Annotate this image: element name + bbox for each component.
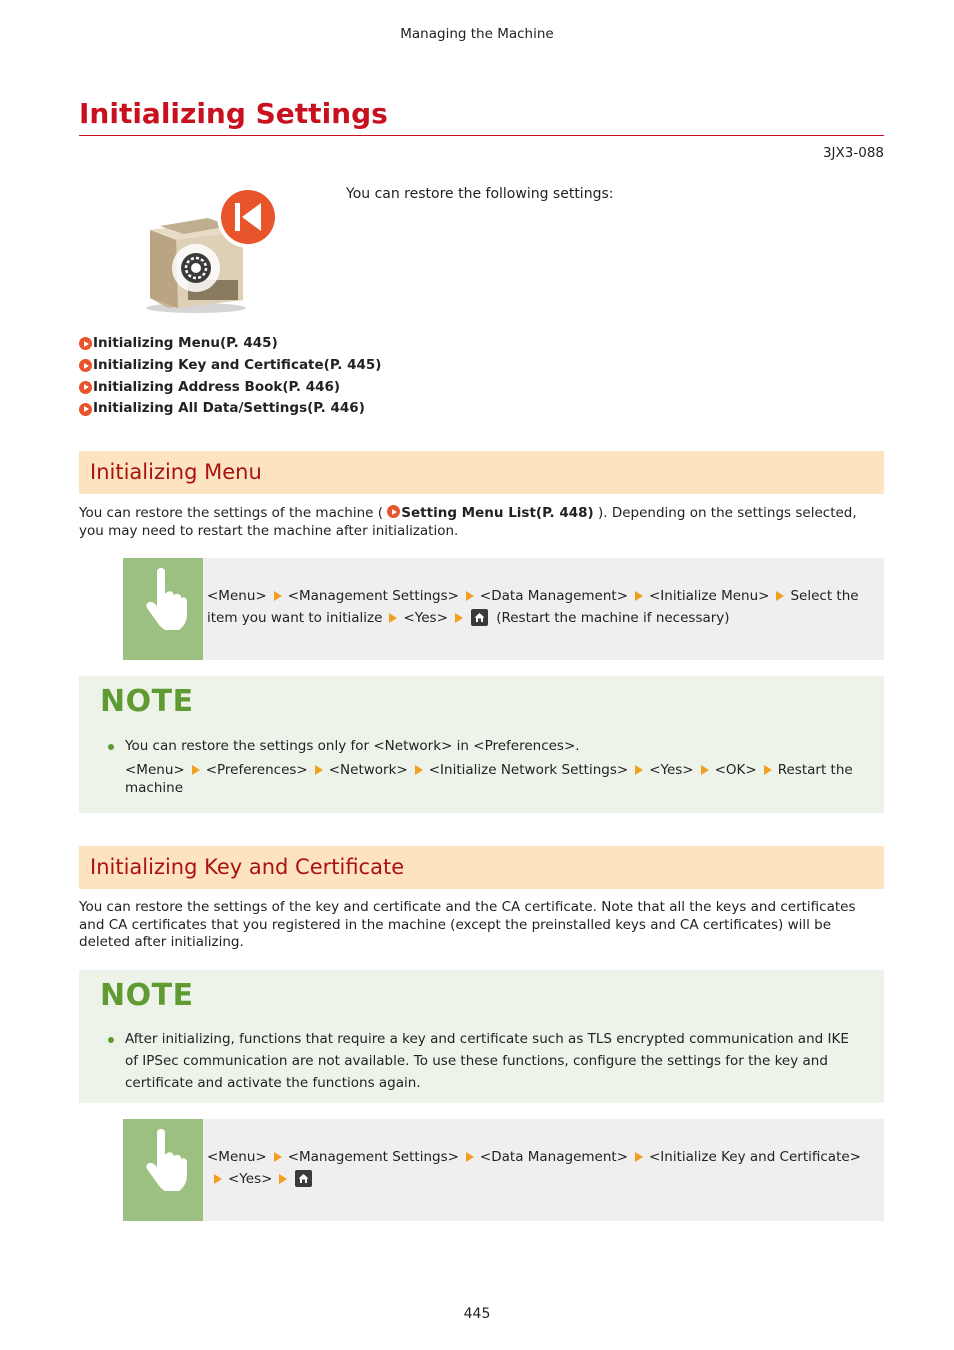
running-header: Managing the Machine (400, 26, 554, 42)
step-arrow-icon (776, 591, 784, 601)
title-rule (79, 135, 884, 136)
toc-link-initializing-menu[interactable]: Initializing Menu(P. 445) (79, 333, 381, 355)
hand-pointer-icon (123, 1119, 203, 1221)
page-title: Initializing Settings (79, 97, 388, 130)
bullet-icon (108, 1037, 114, 1043)
note-title: NOTE (100, 684, 194, 719)
step-arrow-icon (214, 1174, 222, 1184)
home-key-icon (295, 1170, 312, 1187)
step-arrow-icon (701, 765, 709, 775)
machine-reset-illustration (138, 180, 288, 320)
step-arrow-icon (389, 613, 397, 623)
procedure-steps: <Menu> <Management Settings> <Data Management> <Initialize Key and Certificate><Yes> (207, 1149, 861, 1187)
note-network-steps: <Menu> <Preferences> <Network> <Initialize Network Settings> <Yes> <OK> Restart the machine (125, 762, 853, 796)
procedure-box-key-certificate (123, 1119, 884, 1221)
printer-reset-icon (138, 180, 288, 320)
page-number: 445 (463, 1306, 491, 1322)
note-item: You can restore the settings only for <Network> in <Preferences>. (125, 735, 855, 757)
link-arrow-icon (79, 337, 92, 350)
step-arrow-icon (635, 1152, 643, 1162)
section-heading-initializing-menu: Initializing Menu (79, 451, 884, 494)
section-heading-key-certificate: Initializing Key and Certificate (79, 846, 884, 889)
link-arrow-icon (79, 359, 92, 372)
step-arrow-icon (279, 1174, 287, 1184)
note-box-key-certificate (79, 970, 884, 1103)
hand-pointer-icon (123, 558, 203, 660)
step-arrow-icon (466, 1152, 474, 1162)
toc-link-address-book[interactable]: Initializing Address Book(P. 446) (79, 377, 381, 399)
link-arrow-icon (79, 403, 92, 416)
settings-link-list (79, 333, 381, 420)
bullet-icon (108, 744, 114, 750)
step-arrow-icon (274, 1152, 282, 1162)
link-arrow-icon (79, 381, 92, 394)
step-arrow-icon (635, 591, 643, 601)
step-arrow-icon (764, 765, 772, 775)
step-arrow-icon (466, 591, 474, 601)
setting-menu-list-link[interactable]: Setting Menu List(P. 448) (401, 505, 594, 521)
procedure-bar (123, 1119, 203, 1221)
step-arrow-icon (315, 765, 323, 775)
toc-link-all-data[interactable]: Initializing All Data/Settings(P. 446) (79, 398, 381, 420)
note-box-network (79, 676, 884, 813)
document-code: 3JX3-088 (822, 145, 884, 161)
note-item: After initializing, functions that require a key and certificate such as TLS encrypted communication and IKE of IPSec communication are not available. To use these functions, configure the settings for the key and certificate and activate the functions again. (125, 1028, 855, 1094)
procedure-steps: <Menu> <Management Settings> <Data Management> <Initialize Menu> Select the item you want to initialize <Yes> (Restart the machine if necessary) (207, 588, 859, 626)
key-certificate-description: You can restore the settings of the key and certificate and the CA certificate. Note that all the keys and certificates and CA certificates that you registered in the machine (except the preinstalled keys and CA certificates) will be deleted after initializing. (79, 899, 856, 950)
link-arrow-icon (387, 505, 400, 518)
step-arrow-icon (274, 591, 282, 601)
procedure-box-menu (123, 558, 884, 660)
step-arrow-icon (455, 613, 463, 623)
menu-description: You can restore the settings of the machine ( Setting Menu List(P. 448) ). Depending on the settings selected, you may need to restart the machine after initialization. (79, 505, 857, 539)
step-arrow-icon (415, 765, 423, 775)
home-key-icon (471, 609, 488, 626)
note-title: NOTE (100, 978, 194, 1013)
step-arrow-icon (635, 765, 643, 775)
step-arrow-icon (192, 765, 200, 775)
toc-link-key-certificate[interactable]: Initializing Key and Certificate(P. 445) (79, 355, 381, 377)
intro-text: You can restore the following settings: (346, 186, 614, 202)
procedure-bar (123, 558, 203, 660)
